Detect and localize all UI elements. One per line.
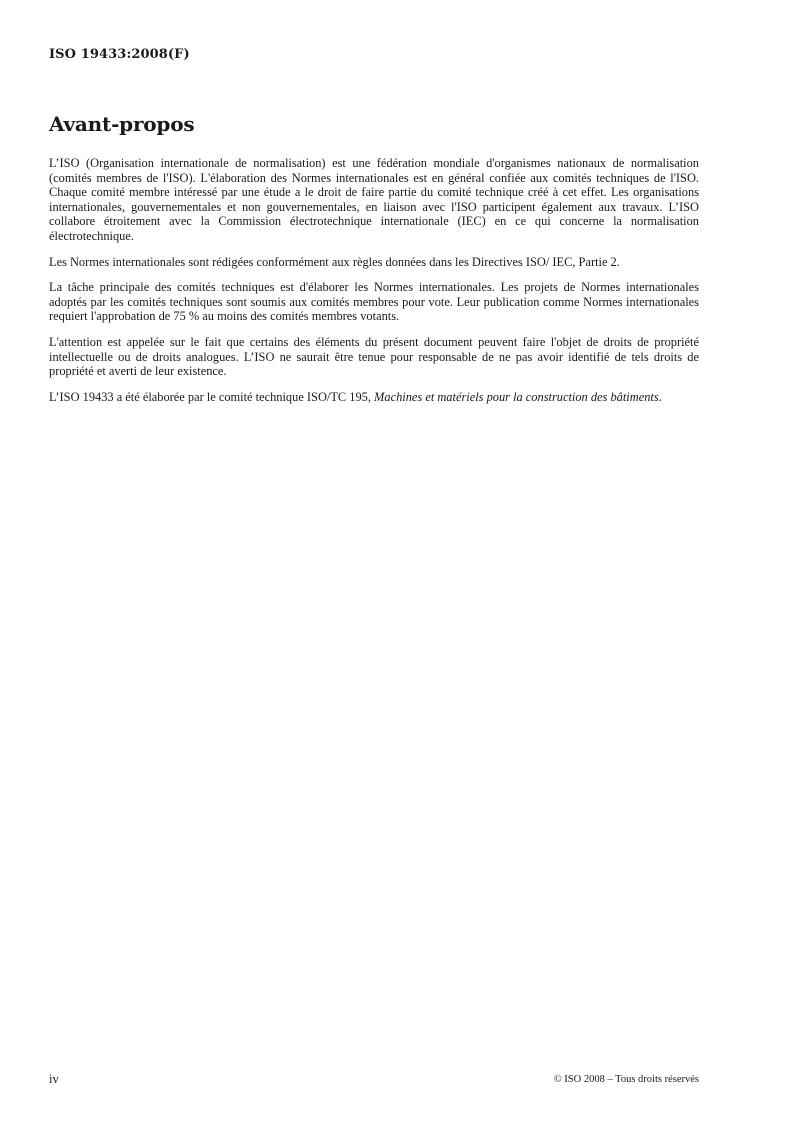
paragraph-patent-notice: L'attention est appelée sur le fait que certains des éléments du présent document peuvent faire l'objet de droits de propriété intellectuelle ou de droits analogues. L’ISO ne saurait être tenue pour responsable de ne pas avoir identifié de tels droits de propriété et averti de leur existence. — [49, 334, 699, 379]
foreword-body — [49, 156, 699, 415]
copyright-notice: © ISO 2008 – Tous droits réservés — [553, 1074, 699, 1085]
page-title: Avant-propos — [49, 112, 195, 136]
committee-title: Machines et matériels pour la construction des bâtiments — [374, 389, 659, 404]
paragraph-iso-organisation: L’ISO (Organisation internationale de normalisation) est une fédération mondiale d'organismes nationaux de normalisation (comités membres de l'ISO). L'élaboration des Normes internationales est en général confiée aux comités techniques de l'ISO. Chaque comité membre intéressé par une étude a le droit de faire partie du comité technique créé à cet effet. Les organisations internationales, gouvernementales et non gouvernementales, en liaison avec l'ISO participent également aux travaux. L’ISO collabore étroitement avec la Commission électrotechnique internationale (IEC) en ce qui concerne la normalisation électrotechnique. — [49, 156, 699, 243]
prepared-by-text: L’ISO 19433 a été élaborée par le comité technique ISO/TC 195, — [49, 389, 375, 404]
prepared-by-end: . — [658, 389, 662, 404]
paragraph-committees-task: La tâche principale des comités techniques est d'élaborer les Normes internationales. Les projets de Normes internationales adoptés par les comités techniques sont soumis aux comités membres pour vote. Leur publication comme Normes internationales requiert l'approbation de 75 % au moins des comités membres votants. — [49, 280, 699, 324]
paragraph-directives: Les Normes internationales sont rédigées conformément aux règles données dans les Directives ISO/ IEC, Partie 2. — [49, 254, 620, 269]
paragraph-prepared-by — [49, 390, 699, 405]
page-number: iv — [49, 1072, 59, 1086]
document-id: ISO 19433:2008(F) — [49, 47, 190, 62]
